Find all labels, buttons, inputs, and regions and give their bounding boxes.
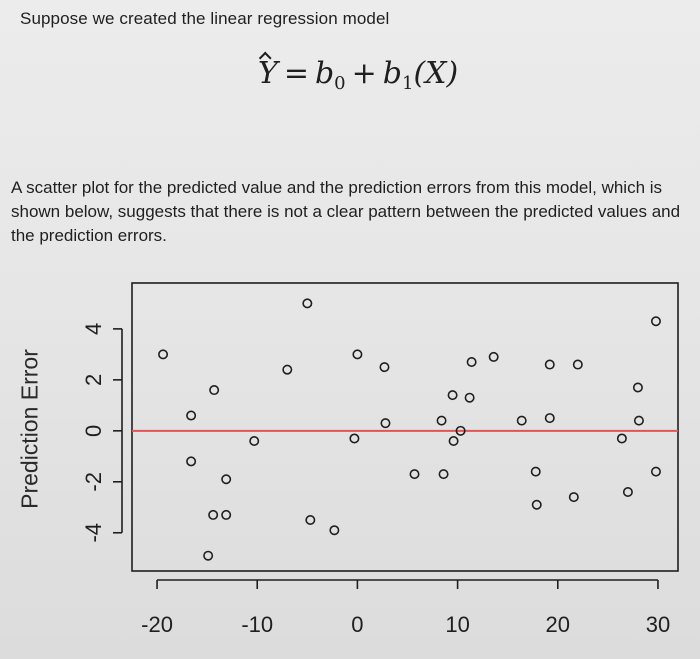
data-point [437, 416, 445, 424]
data-point [546, 360, 554, 368]
data-point [330, 526, 338, 534]
x-tick-label: 20 [545, 612, 571, 637]
equals-sign: = [283, 56, 309, 91]
y-tick-label: 0 [80, 424, 106, 437]
data-point [449, 437, 457, 445]
y-tick-label: -2 [80, 472, 106, 492]
data-point [533, 501, 541, 509]
b0-subscript: 0 [334, 73, 346, 94]
data-point [222, 475, 230, 483]
data-point [546, 414, 554, 422]
data-point [187, 411, 195, 419]
description-text: A scatter plot for the predicted value and the prediction errors from this model, which is shown below, suggests that there is not a clear pattern between the predicted values and the prediction errors. [11, 178, 681, 245]
y-hat: Y [258, 56, 278, 91]
y-tick-label: -4 [80, 522, 106, 543]
data-point [465, 393, 473, 401]
data-point [204, 552, 212, 560]
data-point [448, 391, 456, 399]
data-point [306, 516, 314, 524]
data-point [439, 470, 447, 478]
plus-sign: + [351, 56, 377, 91]
data-point [574, 360, 582, 368]
x-tick-label: 30 [645, 612, 671, 637]
data-point [467, 358, 475, 366]
data-point [410, 470, 418, 478]
data-point [634, 383, 642, 391]
data-point [652, 467, 660, 475]
x-tick-label: -20 [141, 612, 173, 637]
y-tick-label: 2 [80, 373, 106, 386]
data-point [210, 386, 218, 394]
data-point [381, 419, 389, 427]
intro-text: Suppose we created the linear regression model [20, 9, 390, 28]
data-point [222, 511, 230, 519]
data-point [652, 317, 660, 325]
x-term: (X) [413, 56, 459, 91]
data-point [518, 416, 526, 424]
data-point [380, 363, 388, 371]
data-point [624, 488, 632, 496]
data-point [209, 511, 217, 519]
x-tick-label: 0 [351, 612, 364, 637]
data-point [250, 437, 258, 445]
data-point [283, 365, 291, 373]
plot-frame [132, 283, 678, 571]
x-tick-label: 10 [445, 612, 470, 637]
data-point [303, 299, 311, 307]
data-point [353, 350, 361, 358]
y-axis-label: Prediction Error [16, 349, 43, 509]
data-point [159, 350, 167, 358]
data-point [350, 434, 358, 442]
y-tick-label: 4 [80, 322, 106, 336]
x-tick-label: -10 [241, 612, 274, 637]
data-point [618, 434, 626, 442]
b1-subscript: 1 [401, 73, 414, 94]
b0-symbol: b [314, 56, 335, 91]
data-point [570, 493, 578, 501]
b1-symbol: b [382, 56, 402, 91]
data-point [635, 416, 643, 424]
data-point [532, 467, 540, 475]
data-point [187, 457, 195, 465]
data-point [489, 353, 497, 361]
